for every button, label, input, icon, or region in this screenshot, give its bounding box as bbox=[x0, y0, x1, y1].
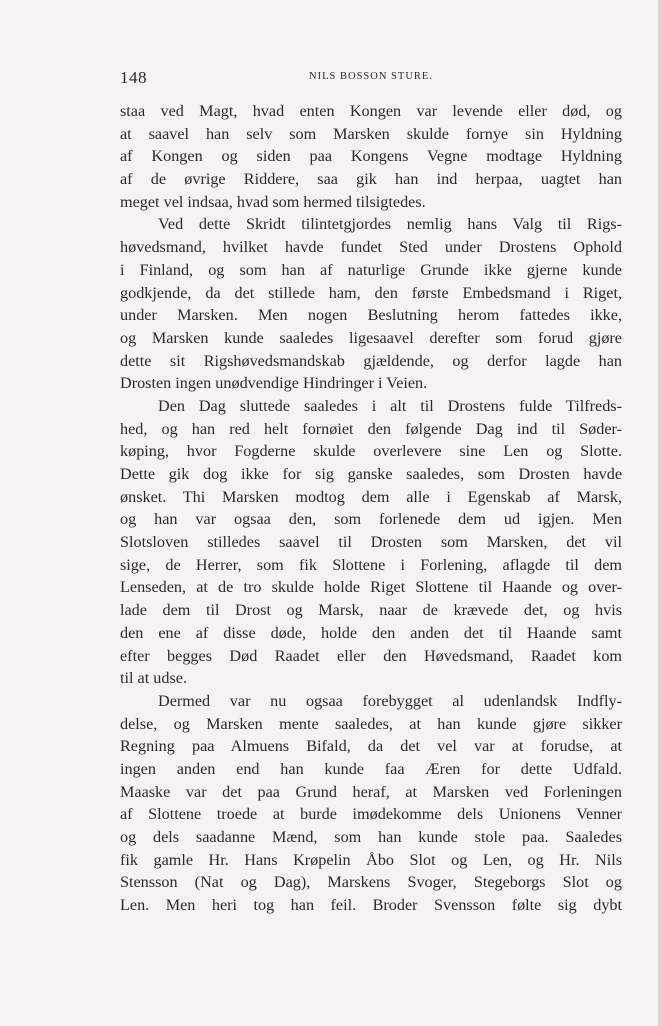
page-header bbox=[120, 68, 622, 90]
text-line: Stensson (Nat og Dag), Marskens Svoger, Stegeborgs Slot og bbox=[120, 873, 622, 892]
paragraph bbox=[120, 690, 622, 917]
text-line: Dermed var nu ogsaa forebygget al udenlandsk Indfly- bbox=[158, 691, 622, 710]
text-line: Ved dette Skridt tilintetgjordes nemlig hans Valg til Rigs- bbox=[158, 215, 622, 234]
text-line: og Marsken kunde saaledes ligesaavel derefter som forud gjøre bbox=[120, 328, 622, 347]
text-line: i Finland, og som han af naturlige Grunde ikke gjerne kunde bbox=[120, 260, 622, 279]
text-line: Regning paa Almuens Bifald, da det vel var at forudse, at bbox=[120, 737, 622, 756]
text-line: og han var ogsaa den, som forlenede dem ud igjen. Men bbox=[120, 510, 622, 529]
text-line: Maaske var det paa Grund heraf, at Marsken ved Forleningen bbox=[120, 782, 622, 801]
text-line: Lenseden, at de tro skulde holde Riget Slottene til Haande og over- bbox=[120, 578, 622, 597]
text-line: at saavel han selv som Marsken skulde fornye sin Hyldning bbox=[120, 124, 622, 143]
body-text bbox=[120, 100, 622, 917]
text-line: af de øvrige Riddere, saa gik han ind herpaa, uagtet han bbox=[120, 170, 622, 189]
text-line: ingen anden end han kunde faa Æren for dette Udfald. bbox=[120, 759, 622, 778]
text-line: under Marsken. Men nogen Beslutning herom fattedes ikke, bbox=[120, 306, 622, 325]
text-line: dette sit Rigshøvedsmandskab gjældende, og derfor lagde han bbox=[120, 351, 622, 370]
text-line: lade dem til Drost og Marsk, naar de krævede det, og hvis bbox=[120, 601, 622, 620]
text-line: delse, og Marsken mente saaledes, at han kunde gjøre sikker bbox=[120, 714, 622, 733]
page-number: 148 bbox=[120, 68, 147, 87]
running-head: NILS BOSSON STURE. bbox=[309, 71, 433, 82]
text-line: og dels saadanne Mænd, som han kunde stole paa. Saaledes bbox=[120, 828, 622, 846]
text-line: til at udse. bbox=[120, 669, 187, 688]
text-line: den ene af disse døde, holde den anden det til Haande samt bbox=[120, 623, 622, 642]
paragraph bbox=[120, 100, 622, 213]
text-line: meget vel indsaa, hvad som hermed tilsigtedes. bbox=[120, 192, 426, 211]
text-line: Den Dag sluttede saaledes i alt til Drostens fulde Tilfreds- bbox=[158, 396, 622, 415]
text-line: staa ved Magt, hvad enten Kongen var levende eller død, og bbox=[120, 102, 622, 120]
text-line: godkjende, da det stillede ham, den første Embedsmand i Riget, bbox=[120, 283, 622, 302]
text-line: Len. Men heri tog han feil. Broder Svensson følte sig dybt bbox=[120, 896, 622, 915]
text-line: høvedsmand, hvilket havde fundet Sted under Drostens Ophold bbox=[120, 238, 622, 257]
text-line: sige, de Herrer, som fik Slottene i Forlening, aflagde til dem bbox=[120, 555, 622, 574]
text-line: Slotsloven stilledes saavel til Drosten som Marsken, det vil bbox=[120, 533, 622, 552]
text-line: efter begges Død Raadet eller den Høvedsmand, Raadet kom bbox=[120, 646, 622, 665]
text-line: ønsket. Thi Marsken modtog dem alle i Egenskab af Marsk, bbox=[120, 487, 622, 506]
text-line: fik gamle Hr. Hans Krøpelin Åbo Slot og Len, og Hr. Nils bbox=[120, 850, 622, 869]
text-line: af Kongen og siden paa Kongens Vegne modtage Hyldning bbox=[120, 147, 622, 166]
paragraph bbox=[120, 213, 622, 395]
text-line: hed, og han red helt fornøiet den følgende Dag ind til Søder- bbox=[120, 419, 622, 438]
text-line: af Slottene troede at burde imødekomme dels Unionens Venner bbox=[120, 805, 622, 824]
text-line: Dette gik dog ikke for sig ganske saaledes, som Drosten havde bbox=[120, 465, 622, 483]
text-line: Drosten ingen unødvendige Hindringer i Veien. bbox=[120, 374, 428, 393]
paragraph bbox=[120, 395, 622, 690]
text-line: køping, hvor Fogderne skulde overlevere sine Len og Slotte. bbox=[120, 442, 622, 461]
